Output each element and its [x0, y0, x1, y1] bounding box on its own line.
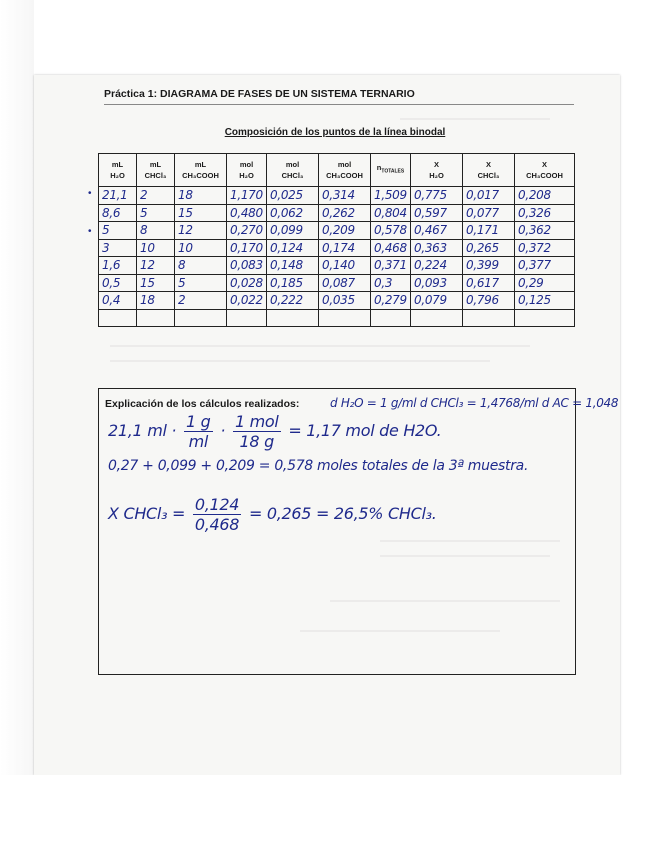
- densities-note: d H₂O = 1 g/ml d CHCl₃ = 1,4768/ml d AC = 1,048: [330, 396, 619, 410]
- table-cell: 0,124: [267, 239, 319, 257]
- table-cell: 1,6: [99, 257, 137, 275]
- calc-line-total: 0,27 + 0,099 + 0,209 = 0,578 moles totales de la 3ª muestra.: [108, 458, 529, 474]
- table-cell: 0,796: [463, 292, 515, 310]
- table-cell: 0,597: [411, 204, 463, 222]
- table-cell: 0,079: [411, 292, 463, 310]
- calc-line-fraction: X CHCl₃ = $\frac{0,124}{0,468}$ = 0,265 = 26,5% CHCl₃.: [108, 495, 437, 534]
- row-mark: •: [88, 226, 92, 237]
- table-cell: 0,017: [463, 187, 515, 205]
- background-left: [0, 0, 34, 848]
- table-cell: 0,174: [319, 239, 371, 257]
- table-cell: 21,1: [99, 187, 137, 205]
- table-cell: 0,083: [227, 257, 267, 275]
- row-mark: •: [88, 188, 92, 199]
- header-cell: mL H₂O: [99, 154, 137, 187]
- table-cell: 5: [137, 204, 175, 222]
- background-bottom: [0, 775, 655, 848]
- table-cell: 0,028: [227, 274, 267, 292]
- table-cell: 0,208: [515, 187, 575, 205]
- table-cell: 0,087: [319, 274, 371, 292]
- table-cell: [411, 309, 463, 327]
- table-body: [99, 187, 575, 327]
- table-cell: 5: [99, 222, 137, 240]
- table-cell: 2: [175, 292, 227, 310]
- table-cell: 0,578: [371, 222, 411, 240]
- table-header-row: [99, 154, 575, 187]
- table-caption: Composición de los puntos de la línea binodal: [224, 127, 446, 138]
- table-cell: 15: [137, 274, 175, 292]
- explanation-label: Explicación de los cálculos realizados:: [105, 398, 300, 410]
- table-cell: 0,125: [515, 292, 575, 310]
- table-cell: [371, 309, 411, 327]
- table-cell: 0,171: [463, 222, 515, 240]
- binodal-table: [98, 153, 575, 327]
- table-cell: [319, 309, 371, 327]
- table-cell: [175, 309, 227, 327]
- table-cell: 0,314: [319, 187, 371, 205]
- table-cell: 0,480: [227, 204, 267, 222]
- table-cell: 0,617: [463, 274, 515, 292]
- table-row: [99, 204, 575, 222]
- table-cell: [227, 309, 267, 327]
- table-cell: 0,377: [515, 257, 575, 275]
- table-cell: 10: [175, 239, 227, 257]
- table-cell: 0,5: [99, 274, 137, 292]
- document-title: Práctica 1: DIAGRAMA DE FASES DE UN SISTEMA TERNARIO: [104, 88, 415, 100]
- header-cell: mol H₂O: [227, 154, 267, 187]
- title-rule: [104, 104, 574, 105]
- table-cell: 0,775: [411, 187, 463, 205]
- table-cell: 1,509: [371, 187, 411, 205]
- table-cell: 0,804: [371, 204, 411, 222]
- header-cell: mol CH₃COOH: [319, 154, 371, 187]
- table-cell: 18: [175, 187, 227, 205]
- table-cell: 1,170: [227, 187, 267, 205]
- table-row: [99, 257, 575, 275]
- table-cell: 0,362: [515, 222, 575, 240]
- table-cell: 8: [137, 222, 175, 240]
- table-cell: 0,035: [319, 292, 371, 310]
- table-cell: 12: [137, 257, 175, 275]
- header-cell: mL CH₃COOH: [175, 154, 227, 187]
- table-row: [99, 292, 575, 310]
- table-cell: 0,093: [411, 274, 463, 292]
- bleed-through-line: [400, 118, 550, 120]
- table-cell: 0,279: [371, 292, 411, 310]
- header-cell: $n_{TOTALES}$: [371, 154, 411, 187]
- table-cell: 15: [175, 204, 227, 222]
- table-cell: 0,363: [411, 239, 463, 257]
- table-cell: 0,209: [319, 222, 371, 240]
- table-cell: 0,371: [371, 257, 411, 275]
- fraction: $\frac{\text{1 mol}}{18 g}$: [234, 412, 279, 451]
- table-cell: 0,185: [267, 274, 319, 292]
- table-cell: 0,170: [227, 239, 267, 257]
- table-cell: [99, 309, 137, 327]
- table-cell: 0,399: [463, 257, 515, 275]
- table-cell: 8,6: [99, 204, 137, 222]
- table-cell: 0,326: [515, 204, 575, 222]
- header-cell: X CH₃COOH: [515, 154, 575, 187]
- table-cell: [267, 309, 319, 327]
- table-cell: 0,4: [99, 292, 137, 310]
- table-cell: 0,222: [267, 292, 319, 310]
- header-cell: mL CHCl₃: [137, 154, 175, 187]
- header-cell: X CHCl₃: [463, 154, 515, 187]
- bleed-through-line: [110, 345, 530, 347]
- table-cell: 0,022: [227, 292, 267, 310]
- table-cell: 0,077: [463, 204, 515, 222]
- table-row: [99, 309, 575, 327]
- table-cell: 0,372: [515, 239, 575, 257]
- table-row: [99, 274, 575, 292]
- table-cell: 12: [175, 222, 227, 240]
- header-cell: mol CHCl₃: [267, 154, 319, 187]
- table-cell: 2: [137, 187, 175, 205]
- table-cell: 0,148: [267, 257, 319, 275]
- table-row: [99, 222, 575, 240]
- table-cell: 0,099: [267, 222, 319, 240]
- header-cell: X H₂O: [411, 154, 463, 187]
- table-cell: 0,29: [515, 274, 575, 292]
- table-cell: 3: [99, 239, 137, 257]
- table-cell: [515, 309, 575, 327]
- calc-line-moles: 21,1 ml · $\frac{1 g}{ml}$ · $\frac{\text{1 mol}}{18 g}$ = 1,17 mol de H2O.: [108, 412, 442, 451]
- table-cell: 8: [175, 257, 227, 275]
- fraction: $\frac{0,124}{0,468}$: [194, 495, 240, 534]
- table-cell: [137, 309, 175, 327]
- table-cell: 0,062: [267, 204, 319, 222]
- table-cell: 5: [175, 274, 227, 292]
- table-row: [99, 187, 575, 205]
- table-row: [99, 239, 575, 257]
- table-cell: 0,140: [319, 257, 371, 275]
- table-cell: 0,270: [227, 222, 267, 240]
- table-cell: 0,468: [371, 239, 411, 257]
- table-cell: 10: [137, 239, 175, 257]
- table-cell: [463, 309, 515, 327]
- bleed-through-line: [110, 360, 490, 362]
- table-cell: 0,265: [463, 239, 515, 257]
- fraction: $\frac{1 g}{ml}$: [186, 412, 211, 451]
- table-cell: 0,224: [411, 257, 463, 275]
- table-cell: 0,025: [267, 187, 319, 205]
- table-cell: 0,467: [411, 222, 463, 240]
- table-cell: 0,262: [319, 204, 371, 222]
- table-cell: 18: [137, 292, 175, 310]
- table-cell: 0,3: [371, 274, 411, 292]
